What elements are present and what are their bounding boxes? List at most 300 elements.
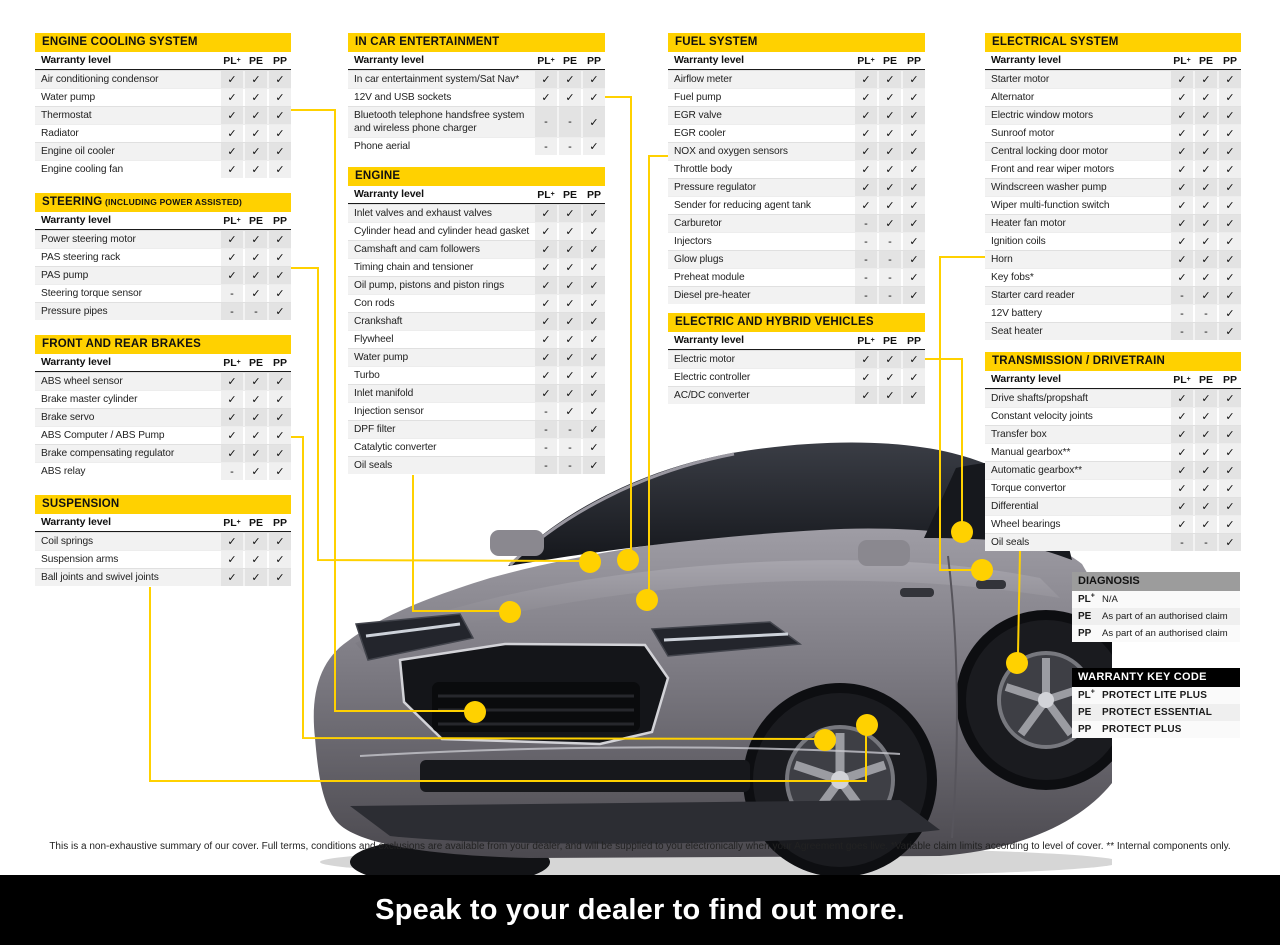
component-label: Throttle body — [674, 164, 733, 175]
check-mark: ✓ — [903, 387, 925, 404]
table-row — [348, 420, 605, 438]
table-row — [985, 88, 1241, 106]
table-row — [35, 372, 291, 390]
component-label: Oil pump, pistons and piston rings — [354, 280, 505, 291]
warranty-level-header-row — [985, 371, 1241, 389]
table-row — [348, 240, 605, 258]
component-label: Starter card reader — [991, 290, 1075, 301]
table-row — [985, 461, 1241, 479]
check-mark: ✓ — [1195, 498, 1217, 515]
dash-mark: - — [559, 138, 581, 155]
check-mark: ✓ — [1195, 444, 1217, 461]
check-mark: ✓ — [903, 233, 925, 250]
check-mark: ✓ — [535, 89, 557, 106]
table-title-electrical-system — [985, 33, 1241, 52]
table-row — [668, 178, 925, 196]
component-label: Alternator — [991, 92, 1035, 103]
check-mark: ✓ — [269, 285, 291, 302]
table-title-suffix: (INCLUDING POWER ASSISTED) — [102, 197, 243, 207]
warranty-column-pl-plus: PL + — [857, 54, 875, 67]
check-mark: ✓ — [1219, 251, 1241, 268]
component-label: Cylinder head and cylinder head gasket — [354, 226, 530, 237]
table-row — [985, 106, 1241, 124]
component-label: Oil seals — [991, 537, 1030, 548]
table-row — [985, 479, 1241, 497]
check-mark: ✓ — [269, 569, 291, 586]
warranty-level-header-row — [348, 186, 605, 204]
legend-code: PL+ — [1078, 688, 1095, 701]
component-label: Brake master cylinder — [41, 394, 138, 405]
component-label: Turbo — [354, 370, 380, 381]
diagnosis-rows — [1072, 591, 1240, 642]
check-mark: ✓ — [535, 295, 557, 312]
check-mark: ✓ — [879, 351, 901, 368]
warranty-column-pe: PE — [248, 356, 263, 369]
warranty-level-label: Warranty level — [674, 54, 744, 66]
check-mark: ✓ — [535, 313, 557, 330]
table-row — [348, 348, 605, 366]
check-mark: ✓ — [221, 89, 243, 106]
check-mark: ✓ — [269, 249, 291, 266]
check-mark: ✓ — [1195, 125, 1217, 142]
table-row — [985, 389, 1241, 407]
dash-mark: - — [855, 233, 877, 250]
component-label: Airflow meter — [674, 74, 733, 85]
check-mark: ✓ — [1195, 462, 1217, 479]
dash-mark: - — [1171, 305, 1193, 322]
table-column-2 — [348, 33, 605, 474]
check-mark: ✓ — [221, 551, 243, 568]
check-mark: ✓ — [535, 277, 557, 294]
legend-value: As part of an authorised claim — [1102, 611, 1228, 622]
check-mark: ✓ — [559, 367, 581, 384]
dash-mark: - — [855, 269, 877, 286]
check-mark: ✓ — [1219, 107, 1241, 124]
check-mark: ✓ — [245, 463, 267, 480]
check-mark: ✓ — [559, 403, 581, 420]
warranty-column-pp: PP — [272, 54, 287, 67]
table-row — [668, 250, 925, 268]
warranty-column-pp: PP — [586, 54, 601, 67]
table-row — [35, 70, 291, 88]
check-mark: ✓ — [535, 385, 557, 402]
check-mark: ✓ — [559, 295, 581, 312]
check-mark: ✓ — [1219, 462, 1241, 479]
legend-code: PP — [1078, 628, 1092, 639]
component-label: Flywheel — [354, 334, 394, 345]
component-label: AC/DC converter — [674, 390, 750, 401]
check-mark: ✓ — [535, 367, 557, 384]
check-mark: ✓ — [583, 421, 605, 438]
legend-row — [1072, 687, 1240, 704]
legend-row — [1072, 625, 1240, 642]
component-label: Central locking door motor — [991, 146, 1108, 157]
check-mark: ✓ — [879, 161, 901, 178]
table-row — [35, 550, 291, 568]
car-rear-wheel-hub — [1038, 692, 1054, 708]
warranty-column-pp: PP — [272, 356, 287, 369]
table-column-4 — [985, 33, 1241, 551]
car-front-wheel-hub — [831, 771, 849, 789]
table-row — [348, 88, 605, 106]
component-label: Sender for reducing agent tank — [674, 200, 811, 211]
table-row — [668, 106, 925, 124]
check-mark: ✓ — [269, 161, 291, 178]
dash-mark: - — [559, 439, 581, 456]
check-mark: ✓ — [583, 205, 605, 222]
check-mark: ✓ — [903, 89, 925, 106]
warranty-column-pp: PP — [1222, 54, 1237, 67]
check-mark: ✓ — [903, 369, 925, 386]
table-title-steering — [35, 193, 291, 212]
component-label: Water pump — [354, 352, 409, 363]
dash-mark: - — [559, 457, 581, 474]
check-mark: ✓ — [879, 89, 901, 106]
check-mark: ✓ — [245, 125, 267, 142]
dash-mark: - — [535, 403, 557, 420]
table-title-text: ELECTRICAL SYSTEM — [992, 36, 1119, 48]
check-mark: ✓ — [245, 445, 267, 462]
component-label: Inlet manifold — [354, 388, 414, 399]
component-label: Water pump — [41, 92, 96, 103]
check-mark: ✓ — [221, 231, 243, 248]
warranty-level-label: Warranty level — [674, 334, 744, 346]
legend-row — [1072, 608, 1240, 625]
check-mark: ✓ — [269, 373, 291, 390]
check-mark: ✓ — [221, 427, 243, 444]
component-label: In car entertainment system/Sat Nav* — [354, 74, 520, 85]
check-mark: ✓ — [1195, 516, 1217, 533]
check-mark: ✓ — [903, 351, 925, 368]
table-row — [35, 160, 291, 178]
check-mark: ✓ — [1219, 89, 1241, 106]
component-label: Electric controller — [674, 372, 751, 383]
warranty-column-pp: PP — [906, 334, 921, 347]
component-label: 12V and USB sockets — [354, 92, 452, 103]
legend-row — [1072, 591, 1240, 608]
table-row — [668, 368, 925, 386]
check-mark: ✓ — [1219, 287, 1241, 304]
check-mark: ✓ — [1171, 107, 1193, 124]
check-mark: ✓ — [559, 349, 581, 366]
check-mark: ✓ — [1171, 480, 1193, 497]
dash-mark: - — [221, 463, 243, 480]
dash-mark: - — [1171, 287, 1193, 304]
table-title-front-and-rear-brakes — [35, 335, 291, 354]
table-row — [985, 70, 1241, 88]
check-mark: ✓ — [1171, 161, 1193, 178]
table-row — [348, 438, 605, 456]
table-row — [35, 408, 291, 426]
check-mark: ✓ — [583, 331, 605, 348]
component-label: Bluetooth telephone handsfree system and wireless phone charger — [354, 110, 525, 134]
check-mark: ✓ — [559, 89, 581, 106]
check-mark: ✓ — [245, 249, 267, 266]
component-label: Radiator — [41, 128, 79, 139]
component-label: Injection sensor — [354, 406, 424, 417]
component-label: Injectors — [674, 236, 712, 247]
check-mark: ✓ — [559, 313, 581, 330]
warranty-level-header-row — [35, 354, 291, 372]
check-mark: ✓ — [245, 533, 267, 550]
warranty-column-pe: PE — [882, 54, 897, 67]
check-mark: ✓ — [903, 179, 925, 196]
component-label: DPF filter — [354, 424, 396, 435]
table-column-3 — [668, 33, 925, 404]
component-label: Crankshaft — [354, 316, 403, 327]
table-row — [668, 350, 925, 368]
component-label: ABS Computer / ABS Pump — [41, 430, 165, 441]
check-mark: ✓ — [1171, 269, 1193, 286]
legend-value: As part of an authorised claim — [1102, 628, 1228, 639]
warranty-key-code-box — [1072, 668, 1240, 738]
check-mark: ✓ — [583, 241, 605, 258]
warranty-level-header-row — [35, 212, 291, 230]
check-mark: ✓ — [221, 143, 243, 160]
table-row — [668, 214, 925, 232]
check-mark: ✓ — [855, 179, 877, 196]
component-label: Oil seals — [354, 460, 393, 471]
component-label: Torque convertor — [991, 483, 1066, 494]
warranty-column-pp: PP — [586, 188, 601, 201]
check-mark: ✓ — [583, 259, 605, 276]
check-mark: ✓ — [535, 223, 557, 240]
component-label: EGR cooler — [674, 128, 726, 139]
check-mark: ✓ — [855, 369, 877, 386]
dash-mark: - — [221, 285, 243, 302]
check-mark: ✓ — [1219, 233, 1241, 250]
check-mark: ✓ — [855, 387, 877, 404]
check-mark: ✓ — [221, 107, 243, 124]
component-label: Steering torque sensor — [41, 288, 142, 299]
check-mark: ✓ — [1195, 89, 1217, 106]
legend-code: PE — [1078, 707, 1092, 718]
table-row — [985, 533, 1241, 551]
component-label: Glow plugs — [674, 254, 724, 265]
warranty-column-pp: PP — [1222, 373, 1237, 386]
check-mark: ✓ — [269, 463, 291, 480]
check-mark: ✓ — [1195, 215, 1217, 232]
warranty-level-header-row — [35, 52, 291, 70]
check-mark: ✓ — [1195, 480, 1217, 497]
warranty-level-header-row — [985, 52, 1241, 70]
check-mark: ✓ — [1195, 408, 1217, 425]
table-row — [348, 276, 605, 294]
check-mark: ✓ — [245, 107, 267, 124]
warranty-column-pl-plus: PL + — [537, 188, 555, 201]
check-mark: ✓ — [903, 161, 925, 178]
car-door-handle-front — [900, 588, 934, 597]
component-label: Drive shafts/propshaft — [991, 393, 1088, 404]
component-label: Wheel bearings — [991, 519, 1061, 530]
check-mark: ✓ — [245, 231, 267, 248]
warranty-level-header-row — [35, 514, 291, 532]
check-mark: ✓ — [559, 205, 581, 222]
table-title-text: ENGINE COOLING SYSTEM — [42, 36, 198, 48]
check-mark: ✓ — [221, 373, 243, 390]
warranty-column-pe: PE — [882, 334, 897, 347]
table-row — [35, 390, 291, 408]
check-mark: ✓ — [879, 143, 901, 160]
check-mark: ✓ — [221, 533, 243, 550]
component-label: Suspension arms — [41, 554, 119, 565]
check-mark: ✓ — [855, 89, 877, 106]
warranty-column-pl-plus: PL + — [223, 516, 241, 529]
check-mark: ✓ — [535, 331, 557, 348]
warranty-column-pe: PE — [248, 54, 263, 67]
check-mark: ✓ — [903, 197, 925, 214]
table-row — [35, 426, 291, 444]
check-mark: ✓ — [269, 533, 291, 550]
check-mark: ✓ — [1171, 71, 1193, 88]
table-row — [348, 106, 605, 137]
check-mark: ✓ — [855, 125, 877, 142]
check-mark: ✓ — [1171, 251, 1193, 268]
check-mark: ✓ — [221, 71, 243, 88]
check-mark: ✓ — [535, 259, 557, 276]
check-mark: ✓ — [1171, 498, 1193, 515]
component-label: Fuel pump — [674, 92, 722, 103]
check-mark: ✓ — [879, 71, 901, 88]
component-label: Con rods — [354, 298, 395, 309]
check-mark: ✓ — [559, 223, 581, 240]
dash-mark: - — [1195, 534, 1217, 551]
legend-code: PL+ — [1078, 592, 1095, 605]
component-label: Wiper multi-function switch — [991, 200, 1110, 211]
check-mark: ✓ — [1171, 233, 1193, 250]
table-row — [348, 70, 605, 88]
component-label: Phone aerial — [354, 141, 411, 152]
table-fuel-system — [668, 33, 925, 304]
warranty-level-header-row — [668, 52, 925, 70]
component-label: PAS steering rack — [41, 252, 121, 263]
warranty-column-pe: PE — [562, 188, 577, 201]
table-row — [348, 222, 605, 240]
check-mark: ✓ — [1195, 107, 1217, 124]
check-mark: ✓ — [583, 277, 605, 294]
warranty-column-pe: PE — [1198, 373, 1213, 386]
check-mark: ✓ — [903, 269, 925, 286]
warranty-column-pp: PP — [272, 516, 287, 529]
check-mark: ✓ — [855, 161, 877, 178]
table-suspension — [35, 495, 291, 586]
check-mark: ✓ — [1171, 408, 1193, 425]
check-mark: ✓ — [269, 107, 291, 124]
table-row — [985, 425, 1241, 443]
check-mark: ✓ — [559, 277, 581, 294]
dash-mark: - — [879, 269, 901, 286]
table-row — [985, 160, 1241, 178]
warranty-level-label: Warranty level — [991, 54, 1061, 66]
dash-mark: - — [1171, 534, 1193, 551]
dash-mark: - — [559, 107, 581, 137]
check-mark: ✓ — [903, 287, 925, 304]
table-row — [35, 266, 291, 284]
component-label: PAS pump — [41, 270, 89, 281]
component-label: Manual gearbox** — [991, 447, 1071, 458]
check-mark: ✓ — [1219, 305, 1241, 322]
component-label: Pressure regulator — [674, 182, 757, 193]
table-row — [35, 444, 291, 462]
check-mark: ✓ — [903, 125, 925, 142]
dash-mark: - — [245, 303, 267, 320]
table-title-text: ELECTRIC AND HYBRID VEHICLES — [675, 316, 874, 328]
table-row — [985, 196, 1241, 214]
component-label: Sunroof motor — [991, 128, 1055, 139]
table-row — [985, 232, 1241, 250]
table-row — [35, 230, 291, 248]
component-label: Front and rear wiper motors — [991, 164, 1114, 175]
check-mark: ✓ — [879, 387, 901, 404]
dash-mark: - — [855, 215, 877, 232]
check-mark: ✓ — [583, 439, 605, 456]
check-mark: ✓ — [245, 161, 267, 178]
footer-note: This is a non-exhaustive summary of our cover. Full terms, conditions and exclusions are available from your dealer, and will be supplied to you electronically when your Agreement goes live. *Variable claim limits according to level of cover. ** Internal components only. — [49, 841, 1231, 852]
check-mark: ✓ — [855, 351, 877, 368]
check-mark: ✓ — [245, 551, 267, 568]
check-mark: ✓ — [221, 267, 243, 284]
check-mark: ✓ — [1195, 143, 1217, 160]
check-mark: ✓ — [1171, 516, 1193, 533]
check-mark: ✓ — [1171, 390, 1193, 407]
dealer-banner — [0, 875, 1280, 945]
table-title-engine-cooling-system — [35, 33, 291, 52]
check-mark: ✓ — [1219, 516, 1241, 533]
table-title-text: FRONT AND REAR BRAKES — [42, 338, 202, 350]
warranty-column-pl-plus: PL + — [1173, 54, 1191, 67]
table-row — [35, 88, 291, 106]
check-mark: ✓ — [879, 125, 901, 142]
check-mark: ✓ — [245, 409, 267, 426]
check-mark: ✓ — [903, 251, 925, 268]
check-mark: ✓ — [1171, 179, 1193, 196]
check-mark: ✓ — [903, 143, 925, 160]
table-title-text: SUSPENSION — [42, 498, 120, 510]
component-label: Carburetor — [674, 218, 722, 229]
component-label: Engine oil cooler — [41, 146, 115, 157]
check-mark: ✓ — [583, 138, 605, 155]
check-mark: ✓ — [221, 445, 243, 462]
warranty-level-label: Warranty level — [354, 188, 424, 200]
check-mark: ✓ — [1219, 215, 1241, 232]
check-mark: ✓ — [1219, 161, 1241, 178]
table-engine — [348, 167, 605, 474]
component-label: Differential — [991, 501, 1039, 512]
component-label: Pressure pipes — [41, 306, 108, 317]
component-label: Horn — [991, 254, 1013, 265]
table-row — [985, 286, 1241, 304]
component-label: Ball joints and swivel joints — [41, 572, 159, 583]
table-row — [985, 497, 1241, 515]
table-row — [35, 284, 291, 302]
warranty-key-code-rows — [1072, 687, 1240, 738]
dash-mark: - — [855, 287, 877, 304]
legend-value: PROTECT LITE PLUS — [1102, 690, 1208, 701]
check-mark: ✓ — [903, 215, 925, 232]
check-mark: ✓ — [1219, 498, 1241, 515]
table-row — [35, 532, 291, 550]
check-mark: ✓ — [583, 403, 605, 420]
check-mark: ✓ — [1195, 197, 1217, 214]
table-title-electric-and-hybrid-vehicles — [668, 313, 925, 332]
dash-mark: - — [535, 457, 557, 474]
table-row — [985, 268, 1241, 286]
legend-value: PROTECT ESSENTIAL — [1102, 707, 1213, 718]
check-mark: ✓ — [221, 161, 243, 178]
table-row — [668, 386, 925, 404]
component-label: Camshaft and cam followers — [354, 244, 480, 255]
check-mark: ✓ — [903, 107, 925, 124]
